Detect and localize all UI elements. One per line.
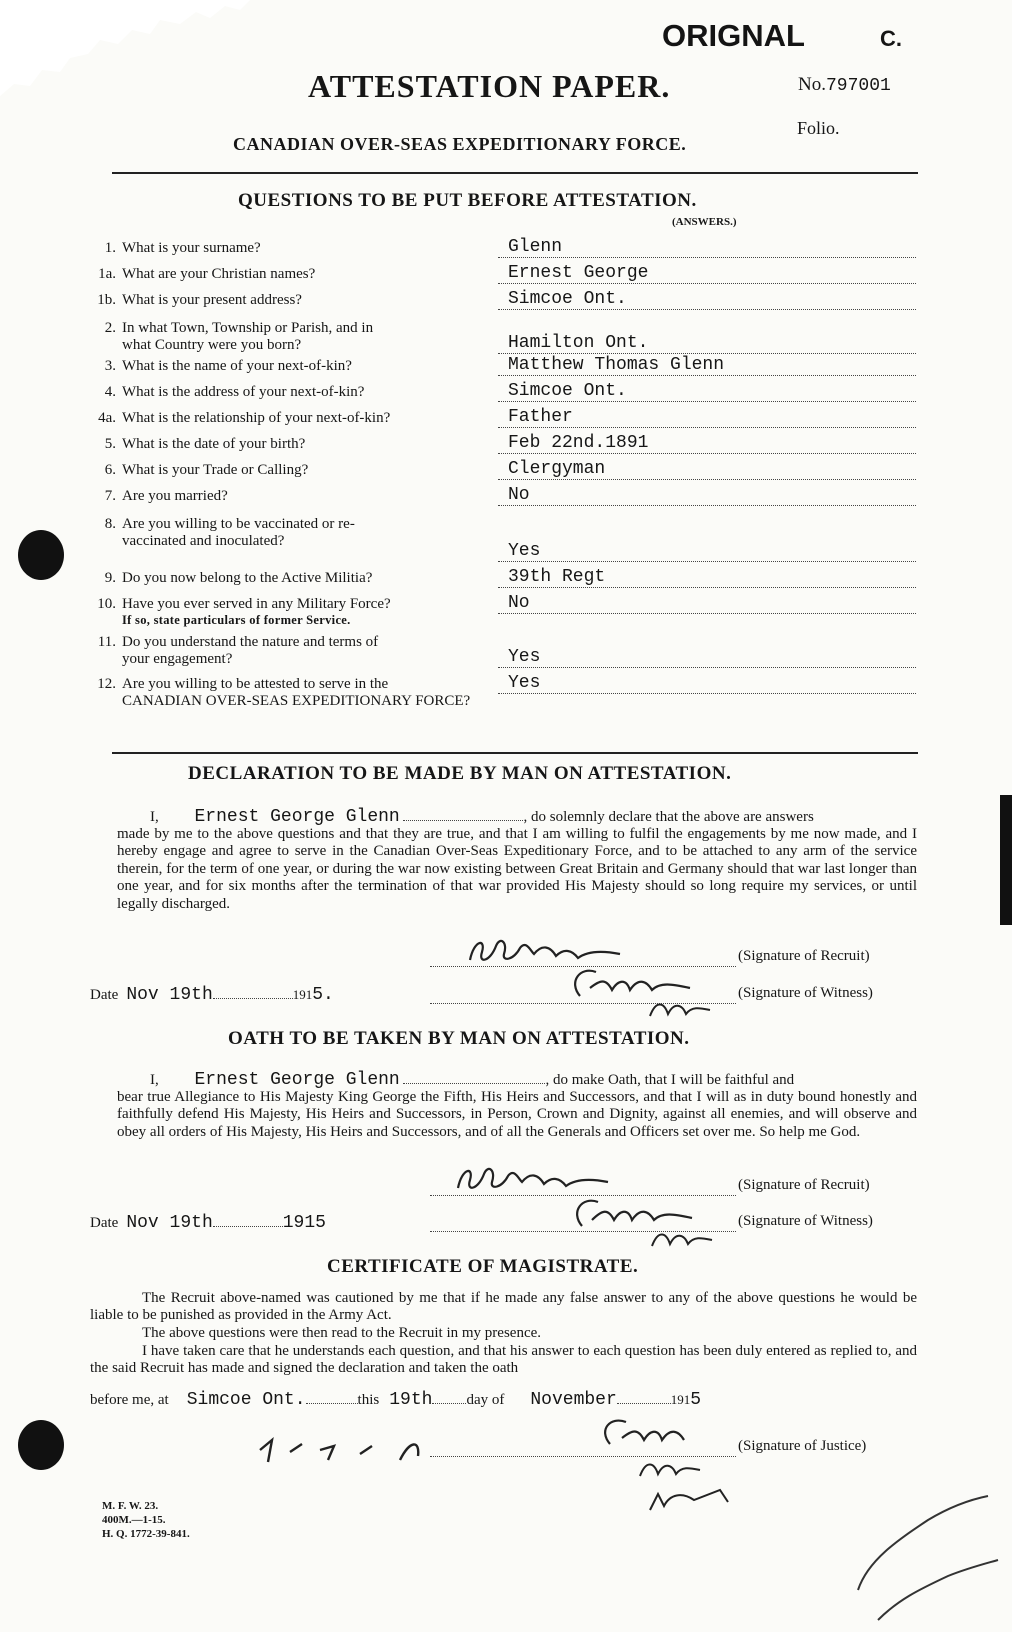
page-title: ATTESTATION PAPER. <box>308 68 671 104</box>
magistrate-heading: CERTIFICATE OF MAGISTRATE. <box>327 1256 639 1277</box>
stamp-suffix: C. <box>880 26 902 51</box>
declaration-recruit-sig-label: (Signature of Recruit) <box>738 948 870 964</box>
ink-blot <box>18 1420 64 1470</box>
answer-value: Father <box>508 407 573 427</box>
magistrate-paragraph-1: The Recruit above-named was cautioned by me that if he made any false answer to any of the above questions he would be liable to be punished as provided in the Army Act. <box>90 1290 917 1324</box>
declaration-heading: DECLARATION TO BE MADE BY MAN ON ATTESTATION. <box>188 763 732 784</box>
edge-mark <box>1000 795 1012 925</box>
declaration-name: Ernest George Glenn <box>194 807 400 827</box>
form-codes <box>102 1499 190 1541</box>
answer-line <box>498 479 916 480</box>
answer-line <box>498 505 916 506</box>
declaration-first-line: I, Ernest George Glenn , do solemnly declare that the above are answers <box>150 807 814 827</box>
question-text: What are your Christian names? <box>122 266 316 282</box>
answer-line <box>498 587 916 588</box>
torn-corner <box>0 0 250 110</box>
question-number: 3. <box>104 358 116 374</box>
question-text: CANADIAN OVER-SEAS EXPEDITIONARY FORCE? <box>122 693 471 709</box>
answer-value: Feb 22nd.1891 <box>508 433 649 453</box>
form-code-line: H. Q. 1772-39-841. <box>102 1528 190 1540</box>
declaration-witness-sig-label: (Signature of Witness) <box>738 985 873 1001</box>
question-text: your engagement? <box>122 651 233 667</box>
answer-line <box>498 561 916 562</box>
question-text: What is your surname? <box>122 240 261 256</box>
original-stamp: ORIGNAL <box>662 18 805 53</box>
question-number: 10. <box>97 596 116 612</box>
question-number: 4a. <box>98 410 116 426</box>
answer-line <box>498 613 916 614</box>
question-text: What is the relationship of your next-of-kin? <box>122 410 391 426</box>
answer-line <box>498 309 916 310</box>
form-code-line: 400M.—1-15. <box>102 1514 166 1526</box>
declaration-date-row: Date Nov 19th 1915. <box>90 985 334 1005</box>
oath-recruit-sig-label: (Signature of Recruit) <box>738 1177 870 1193</box>
answers-label: (ANSWERS.) <box>672 216 737 228</box>
answer-value: Hamilton Ont. <box>508 333 649 353</box>
question-text: vaccinated and inoculated? <box>122 533 285 549</box>
witness-signature-oath <box>560 1190 760 1252</box>
answer-value: Yes <box>508 647 541 667</box>
answer-line <box>498 283 916 284</box>
answer-line <box>498 401 916 402</box>
header-rule <box>112 172 918 174</box>
magistrate-paragraph-2: The above questions were then read to the Recruit in my presence. <box>142 1325 542 1341</box>
question-text: What is your Trade or Calling? <box>122 462 309 478</box>
question-text: Do you understand the nature and terms of <box>122 634 379 650</box>
answer-value: Simcoe Ont. <box>508 381 627 401</box>
declaration-body: made by me to the above questions and that they are true, and that I am willing to fulfil the engagements by me now made, and I hereby engage and agree to serve in the Canadian Over-Seas Expeditionary Force, and to be attached to any arm of the service therein, for the term of one year, or during the war now existing between Great Britain and Germany should that war last longer than one year, and for six months after the termination of that war provided His Majesty should so long require my services, or until legally discharged. <box>117 826 917 912</box>
answer-value: No <box>508 593 530 613</box>
questions-rule <box>112 752 918 754</box>
magistrate-place: Simcoe Ont. <box>186 1390 306 1410</box>
answer-line <box>498 693 916 694</box>
question-text: Have you ever served in any Military Force? <box>122 596 391 612</box>
question-text: what Country were you born? <box>122 337 302 353</box>
question-text: Are you willing to be vaccinated or re- <box>122 516 355 532</box>
regimental-number: No.797001 <box>798 74 891 96</box>
question-number: 1b. <box>97 292 116 308</box>
oath-witness-sig-label: (Signature of Witness) <box>738 1213 873 1229</box>
magistrate-place-row: before me, at Simcoe Ont. this 19th day of November 1915 <box>90 1390 702 1410</box>
answer-value: Yes <box>508 541 541 561</box>
question-number: 6. <box>104 462 116 478</box>
answer-line <box>498 667 916 668</box>
oath-heading: OATH TO BE TAKEN BY MAN ON ATTESTATION. <box>228 1028 690 1049</box>
answer-value: Matthew Thomas Glenn <box>508 355 725 375</box>
question-text: Do you now belong to the Active Militia? <box>122 570 373 586</box>
oath-first-line: I, Ernest George Glenn , do make Oath, that I will be faithful and <box>150 1070 795 1090</box>
question-text: What is the address of your next-of-kin? <box>122 384 365 400</box>
justice-signature <box>250 1410 850 1520</box>
magistrate-day: 19th <box>389 1390 433 1410</box>
question-number: 1. <box>104 240 116 256</box>
question-number: 12. <box>97 676 116 692</box>
magistrate-paragraph-3: I have taken care that he understands each question, and that his answer to each question has been duly entered as replied to, and the said Recruit has made and signed the declaration and taken the oath <box>90 1343 917 1377</box>
ink-blot <box>18 530 64 580</box>
answer-value: No <box>508 485 530 505</box>
answer-value: Ernest George <box>508 263 649 283</box>
question-number: 8. <box>104 516 116 532</box>
magistrate-justice-sig-label: (Signature of Justice) <box>738 1438 867 1454</box>
answer-value: Clergyman <box>508 459 606 479</box>
question-number: 4. <box>104 384 116 400</box>
question-text: Are you willing to be attested to serve in the <box>122 676 389 692</box>
page-subtitle: CANADIAN OVER-SEAS EXPEDITIONARY FORCE. <box>233 134 687 154</box>
answer-line <box>498 453 916 454</box>
answer-line <box>498 353 916 354</box>
answer-value: Simcoe Ont. <box>508 289 627 309</box>
carded-annotation <box>838 1480 1008 1630</box>
oath-name: Ernest George Glenn <box>194 1070 400 1090</box>
oath-date-row: Date Nov 19th 1915 <box>90 1213 326 1233</box>
questions-heading: QUESTIONS TO BE PUT BEFORE ATTESTATION. <box>238 190 697 211</box>
question-text: Are you married? <box>122 488 228 504</box>
answer-line <box>498 375 916 376</box>
question-number: 7. <box>104 488 116 504</box>
form-code-line: M. F. W. 23. <box>102 1500 159 1512</box>
question-text: What is the date of your birth? <box>122 436 306 452</box>
magistrate-month: November <box>530 1390 617 1410</box>
answer-value: Yes <box>508 673 541 693</box>
answer-value: Glenn <box>508 237 563 257</box>
answer-value: 39th Regt <box>508 567 606 587</box>
oath-body: bear true Allegiance to His Majesty King George the Fifth, His Heirs and Successors, and that I will as in duty bound honestly and faithfully defend His Majesty, His Heirs and Successors, in Person, Crown and Dignity, against all enemies, and will observe and obey all orders of His Majesty, His Heirs and Successors, and of all the Generals and Officers set over me. So help me God. <box>117 1089 917 1140</box>
question-number: 11. <box>97 634 116 650</box>
answer-line <box>498 257 916 258</box>
question-text: In what Town, Township or Parish, and in <box>122 320 374 336</box>
answer-line <box>498 427 916 428</box>
question-number: 1a. <box>98 266 116 282</box>
question-number: 9. <box>104 570 116 586</box>
question-text: If so, state particulars of former Service. <box>122 613 351 627</box>
question-number: 2. <box>104 320 116 336</box>
question-text: What is your present address? <box>122 292 302 308</box>
witness-signature-declaration <box>560 960 760 1022</box>
question-text: What is the name of your next-of-kin? <box>122 358 352 374</box>
folio-label: Folio. <box>797 118 840 138</box>
question-number: 5. <box>104 436 116 452</box>
